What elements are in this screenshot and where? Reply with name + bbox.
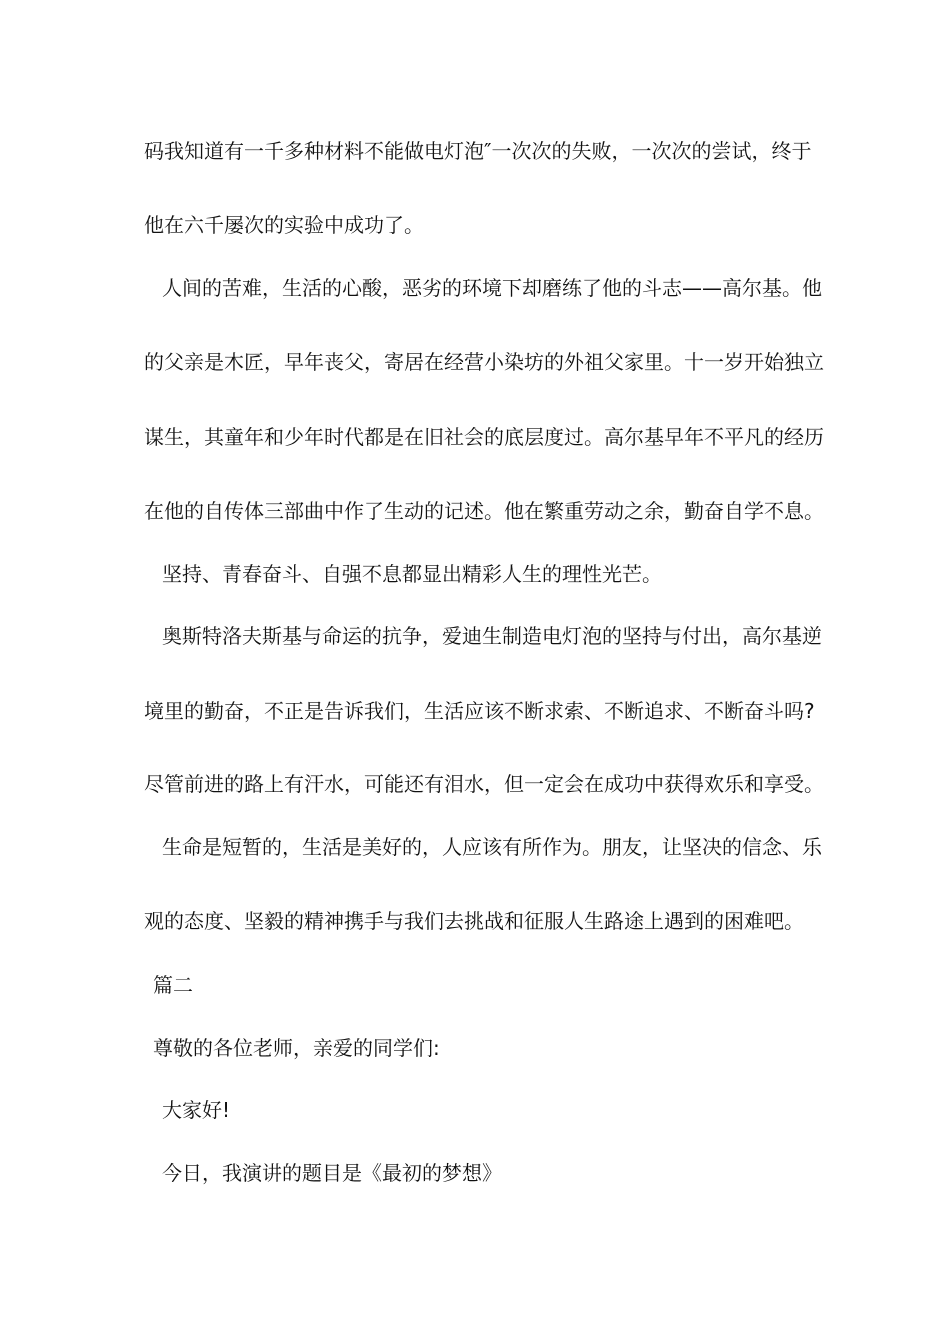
salutation: 尊敬的各位老师，亲爱的同学们: [153, 1036, 440, 1060]
greeting: 大家好! [162, 1098, 231, 1122]
section-heading: 篇二 [153, 973, 193, 997]
paragraph-line: 坚持、青春奋斗、自强不息都显出精彩人生的理性光芒。 [162, 562, 662, 586]
paragraph-line: 尽管前进的路上有汗水，可能还有泪水，但一定会在成功中获得欢乐和享受。 [144, 772, 824, 796]
paragraph-line: 奥斯特洛夫斯基与命运的抗争，爱迪生制造电灯泡的坚持与付出，高尔基逆 [162, 624, 822, 648]
paragraph-line: 境里的勤奋，不正是告诉我们，生活应该不断求索、不断追求、不断奋斗吗? [144, 699, 815, 723]
paragraph-line: 观的态度、坚毅的精神携手与我们去挑战和征服人生路途上遇到的困难吧。 [144, 909, 804, 933]
paragraph-line: 谋生，其童年和少年时代都是在旧社会的底层度过。高尔基早年不平凡的经历 [144, 425, 824, 449]
paragraph-line: 人间的苦难，生活的心酸，恶劣的环境下却磨练了他的斗志——高尔基。他 [162, 276, 822, 300]
paragraph-line: 码我知道有一千多种材料不能做电灯泡″一次次的失败，一次次的尝试，终于 [144, 139, 812, 163]
paragraph-line: 生命是短暂的，生活是美好的，人应该有所作为。朋友，让坚决的信念、乐 [162, 835, 822, 859]
speech-intro: 今日，我演讲的题目是《最初的梦想》 [162, 1161, 502, 1185]
paragraph-line: 在他的自传体三部曲中作了生动的记述。他在繁重劳动之余，勤奋自学不息。 [144, 499, 824, 523]
paragraph-line: 的父亲是木匠，早年丧父，寄居在经营小染坊的外祖父家里。十一岁开始独立 [144, 350, 824, 374]
paragraph-line: 他在六千屡次的实验中成功了。 [144, 213, 424, 237]
